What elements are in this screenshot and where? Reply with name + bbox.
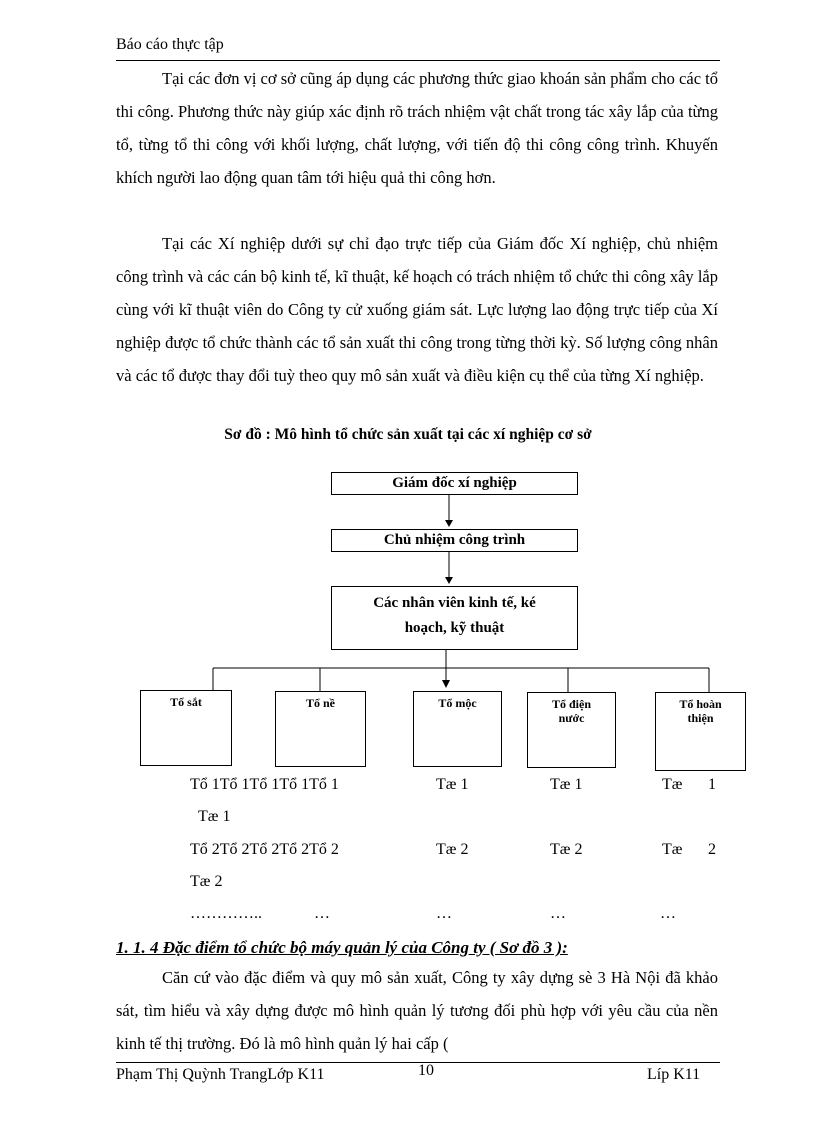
row-1-col-1: Tổ 1Tổ 1Tổ 1Tổ 1Tổ 1: [190, 776, 339, 793]
row-1-col-3: Tæ 1: [436, 776, 469, 793]
row-2-col-4: Tæ 2: [550, 841, 583, 858]
staff-box: [331, 586, 578, 650]
team-label: Tổ mộc: [438, 696, 477, 710]
ellipsis-col-5: …: [660, 905, 676, 922]
page-number: 10: [418, 1062, 434, 1079]
ellipsis-col-1: …………..: [190, 905, 262, 922]
arrowhead-1: [445, 520, 453, 527]
team-box-iron: [140, 690, 232, 766]
row-1-col-4: Tæ 1: [550, 776, 583, 793]
team-box-masonry: [275, 691, 366, 767]
row-2-col-5b: 2: [708, 841, 716, 858]
row-1-col-5a: Tæ: [662, 776, 683, 793]
paragraph-1: Tại các đơn vị cơ sở cũng áp dụng các phương thức giao khoán sản phẩm cho các tổ thi công. Phương thức này giúp xác định rõ trách nhiệm vật chất trong tác xây lắp của từng tổ, từng tổ thi công với khối lượng, chất lượng, với tiến độ thi công công trình. Khuyến khích người lao động quan tâm tới hiệu quả thi công hơn.: [116, 69, 718, 187]
team-box-finishing: [655, 692, 746, 771]
staff-line-2: hoạch, kỹ thuật: [404, 620, 505, 636]
team-label-line-2: thiện: [687, 711, 714, 725]
row-1-col-5b: 1: [708, 776, 716, 793]
paragraph-2: Tại các Xí nghiệp dưới sự chỉ đạo trực tiếp của Giám đốc Xí nghiệp, chủ nhiệm công trình và các cán bộ kinh tế, kĩ thuật, kế hoạch có trách nhiệm tổ chức thi công xây lắp cùng với kĩ thuật viên do Công ty cử xuống giám sát. Lực lượng lao động trực tiếp của Xí nghiệp được tổ chức thành các tổ sản xuất thi công trong từng thời kỳ. Số lượng công nhân và các tổ được thay đổi tuỳ theo quy mô sản xuất và điều kiện cụ thể của từng Xí nghiệp.: [116, 234, 718, 385]
arrowhead-3: [442, 680, 450, 688]
row-2-col-5a: Tæ: [662, 841, 683, 858]
staff-line-1: Các nhân viên kinh tế, ké: [373, 595, 536, 611]
project-manager-box: Chủ nhiệm công trình: [331, 529, 578, 552]
team-label: Tổ điện: [551, 697, 591, 711]
ellipsis-col-2: …: [314, 905, 330, 922]
team-label: Tổ nề: [305, 696, 335, 710]
row-2-wrap: Tæ 2: [190, 873, 223, 890]
team-label: Tổ hoàn: [679, 697, 722, 711]
page-header: Báo cáo thực tập: [116, 36, 224, 53]
section-heading: 1. 1. 4 Đặc điểm tổ chức bộ máy quản lý của Công ty ( Sơ đồ 3 ):: [116, 938, 568, 957]
diagram-title: Sơ đồ : Mô hình tổ chức sản xuất tại các xí nghiệp cơ sở: [224, 426, 592, 443]
team-label-line-2: nước: [558, 711, 585, 725]
team-box-electric-water: [527, 692, 616, 768]
row-2-col-3: Tæ 2: [436, 841, 469, 858]
footer-class: Líp K11: [647, 1066, 701, 1083]
row-1-wrap: Tæ 1: [198, 808, 231, 825]
ellipsis-col-3: …: [436, 905, 452, 922]
footer-author: Phạm Thị Quỳnh TrangLớp K11: [116, 1066, 325, 1083]
arrowhead-2: [445, 577, 453, 584]
ellipsis-col-4: …: [550, 905, 566, 922]
row-2-col-1: Tổ 2Tổ 2Tổ 2Tổ 2Tổ 2: [190, 841, 339, 858]
team-box-carpentry: [413, 691, 502, 767]
team-label: Tổ sắt: [170, 695, 202, 709]
director-box: Giám đốc xí nghiệp: [331, 472, 578, 495]
section-paragraph: Căn cứ vào đặc điểm và quy mô sản xuất, Công ty xây dựng sè 3 Hà Nội đã khảo sát, tìm hiểu và xây dựng được mô hình quản lý tương đối phù hợp với yêu cầu của nền kinh tế thị trường. Đó là mô hình quản lý hai cấp (: [116, 968, 718, 1053]
